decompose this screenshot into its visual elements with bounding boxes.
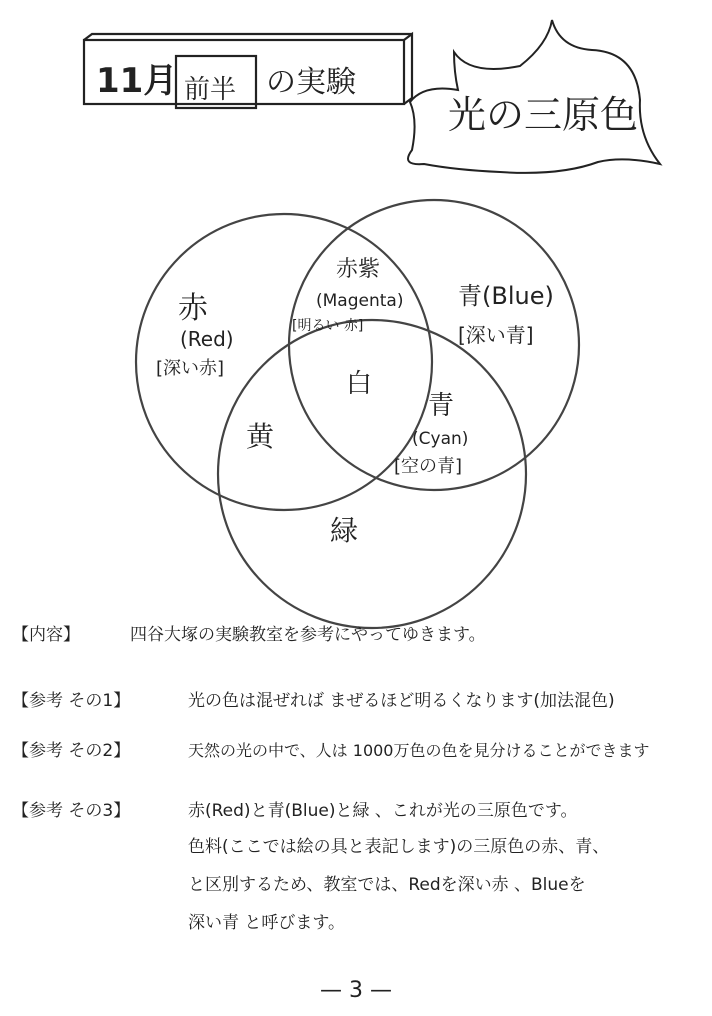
red-name: 赤 xyxy=(178,291,208,326)
magenta-note: [明るい 赤] xyxy=(292,318,364,334)
header-suffix: の実験 xyxy=(266,65,356,100)
note-tag-ref2: 【参考 その2】 xyxy=(12,741,131,761)
title-text: 光の三原色 xyxy=(448,93,639,137)
red-note: [深い赤] xyxy=(156,358,225,379)
note-text-ref3-line1: 赤(Red)と青(Blue)と緑 、これが光の三原色です。 xyxy=(188,801,578,821)
yellow-name: 黄 xyxy=(246,420,275,453)
header-period: 前半 xyxy=(184,75,237,105)
cyan-name: 青 xyxy=(428,391,455,421)
header-month: 11月 xyxy=(96,61,178,101)
note-text-ref1: 光の色は混ぜれば まぜるほど明るくなります(加法混色) xyxy=(188,691,615,711)
blue-name: 青(Blue) xyxy=(458,282,554,310)
red-en: (Red) xyxy=(180,327,234,351)
note-tag-ref3: 【参考 その3】 xyxy=(12,801,131,821)
magenta-en: (Magenta) xyxy=(316,291,404,311)
note-text-ref3-line2: 色料(ここでは絵の具と表記します)の三原色の赤、青、 xyxy=(188,837,610,857)
note-text-ref2: 天然の光の中で、人は 1000万色の色を見分けることができます xyxy=(188,741,650,760)
blue-note: [深い青] xyxy=(458,323,534,347)
green-circle xyxy=(218,320,526,628)
note-text-ref3-line3: と区別するため、教室では、Redを深い赤 、Blueを xyxy=(188,875,586,895)
magenta-name: 赤紫 xyxy=(336,257,381,282)
page-number: — 3 — xyxy=(320,978,392,1003)
note-tag-content: 【内容】 xyxy=(12,625,80,645)
white-name: 白 xyxy=(346,369,373,399)
note-tag-ref1: 【参考 その1】 xyxy=(12,691,131,711)
note-text-content: 四谷大塚の実験教室を参考にやってゆきます。 xyxy=(130,625,486,645)
cyan-en: (Cyan) xyxy=(412,429,469,449)
green-name: 緑 xyxy=(330,514,359,547)
cyan-note: [空の青] xyxy=(394,456,463,477)
note-text-ref3-line4: 深い青 と呼びます。 xyxy=(188,913,346,933)
